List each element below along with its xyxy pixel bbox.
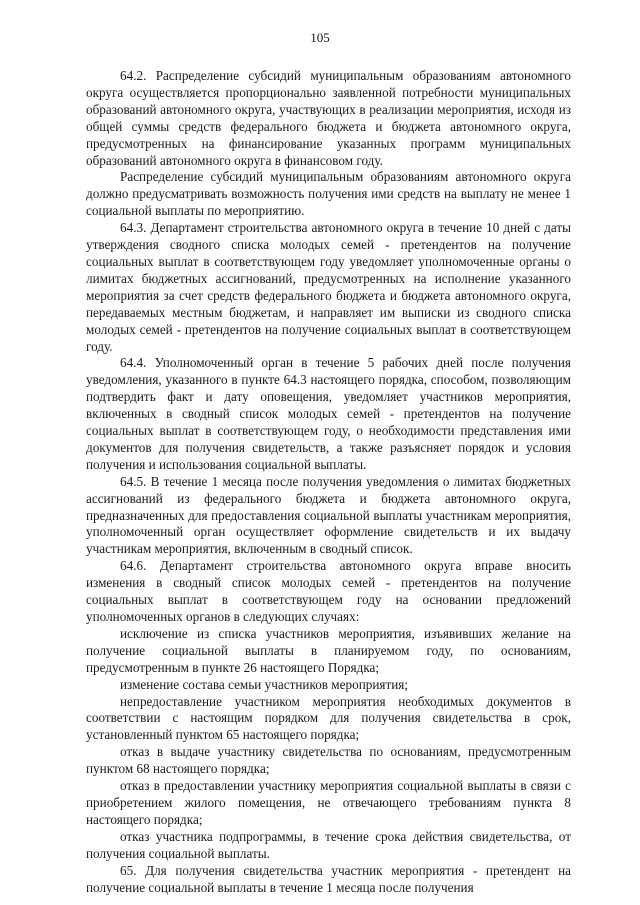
list-item-family-change: изменение состава семьи участников мероприятия; <box>120 676 409 692</box>
list-item-participant-refusal: отказ участника подпрограммы, в течение срока действия свидетельства, от получения социальной выплаты. <box>86 828 571 861</box>
page-number: 105 <box>310 30 330 45</box>
paragraph-64-2: 64.2. Распределение субсидий муниципальным образованиям автономного округа осуществляется пропорционально заявленной потребности муниципальных образований автономного округа, участвующих в реализации мероприятия, исходя из общей суммы средств федерального бюджета и бюджета автономного округа, предусмотренных на финансирование указанных программ муниципальных образований автономного округа в финансовом году. <box>86 68 571 168</box>
paragraph-65: 65. Для получения свидетельства участник мероприятия - претендент на получение социальной выплаты в течение 1 месяца после получения <box>86 862 571 895</box>
paragraph-64-5: 64.5. В течение 1 месяца после получения уведомления о лимитах бюджетных ассигнований из федерального бюджета и бюджета автономного округа, предназначенных для предоставления социальной выплаты участникам мероприятия, уполномоченный орган осуществляет оформление свидетельств и их выдачу участникам мероприятия, включенным в сводный список. <box>86 473 571 557</box>
paragraph-distribution: Распределение субсидий муниципальным образованиям автономного округа должно предусматривать возможность получения ими средств на выплату не менее 1 социальной выплаты по мероприятию. <box>86 169 571 219</box>
paragraph-64-4: 64.4. Уполномоченный орган в течение 5 рабочих дней после получения уведомления, указанного в пункте 64.3 настоящего порядка, способом, позволяющим подтвердить факт и дату оповещения, уведомляет участников мероприятия, включенных в сводный список молодых семей - претендентов на получение социальных выплат в соответствующем году, о необходимости представления ими документов для получения свидетельств, а также разъясняет порядок и условия получения и использования социальной выплаты. <box>86 355 571 472</box>
paragraph-64-6: 64.6. Департамент строительства автономного округа вправе вносить изменения в сводный список молодых семей - претендентов на получение социальных выплат в соответствующем году на основании предложений уполномоченных органов в следующих случаях: <box>86 558 571 624</box>
document-body <box>86 68 571 896</box>
list-item-payment-refusal: отказ в предоставлении участнику мероприятия социальной выплаты в связи с приобретением жилого помещения, не отвечающего требованиям пункта 8 настоящего порядка; <box>86 778 571 827</box>
list-item-documents: непредоставление участником мероприятия необходимых документов в соответствии с настоящим порядком для получения свидетельства в срок, установленный пунктом 65 настоящего порядка; <box>86 693 571 743</box>
paragraph-64-3: 64.3. Департамент строительства автономного округа в течение 10 дней с даты утверждения сводного списка молодых семей - претендентов на получение социальных выплат в соответствующем году уведомляет уполномоченные органы о лимитах бюджетных ассигнований, предусмотренных на исполнение указанного мероприятия за счет средств федерального бюджета и бюджета автономного округа, передаваемых местным бюджетам, и направляет им выписки из сводного списка молодых семей - претендентов на получение социальных выплат в соответствующем году. <box>86 220 571 354</box>
list-item-certificate-refusal: отказ в выдаче участнику свидетельства по основаниям, предусмотренным пунктом 68 настоящего порядка; <box>86 744 571 777</box>
list-item-exclusion: исключение из списка участников мероприятия, изъявивших желание на получение социальной выплаты в планируемом году, по основаниям, предусмотренным в пункте 26 настоящего Порядка; <box>86 625 571 675</box>
